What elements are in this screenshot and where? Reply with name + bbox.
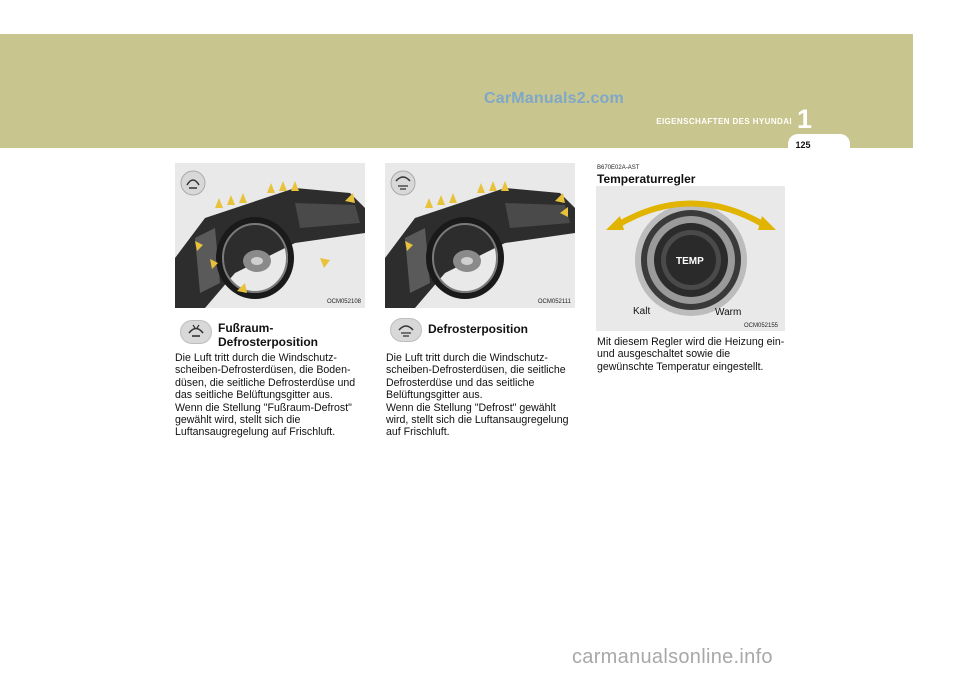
dashboard-figure-defrost [385, 163, 575, 308]
text-line: Belüftungsgitter aus. [386, 389, 483, 402]
defrost-icon [390, 318, 422, 342]
page-number: 125 [795, 140, 811, 150]
text-line: und ausgeschaltet sowie die [597, 348, 731, 361]
dashboard-illustration [385, 163, 575, 308]
text-line: düsen, die seitliche Defrosterdüse und [175, 376, 356, 389]
floor-defrost-icon [180, 320, 212, 344]
cold-label: Kalt [633, 306, 651, 317]
text-line: das seitliche Belüftungsgitter aus. [175, 389, 333, 402]
text-line: scheiben-Defrosterdüsen, die seitliche [386, 364, 566, 377]
temperature-heading: Temperaturregler [597, 172, 696, 186]
text-line: Defrosterdüse und das seitliche [386, 376, 535, 389]
footer-watermark[interactable]: carmanualsonline.info [572, 646, 773, 668]
floor-defrost-heading [218, 321, 318, 349]
dashboard-illustration [175, 163, 365, 308]
text-line: Luftansaugregelung auf Frischluft. [175, 426, 336, 439]
text-line: Die Luft tritt durch die Windschutz- [175, 352, 337, 364]
floor-defrost-body [175, 352, 365, 439]
dashboard-figure-floor-defrost [175, 163, 365, 308]
figure-code: OCM052108 [326, 299, 361, 305]
defrost-heading: Defrosterposition [428, 322, 529, 336]
text-line: gewählt wird, stellt sich die [175, 414, 301, 427]
temperature-body [597, 336, 785, 373]
heading-line: Defrosterposition [218, 335, 319, 349]
heading-line: Fußraum- [218, 321, 274, 335]
text-line: wird, stellt sich die Luftansaugregelung [386, 414, 569, 427]
site-watermark[interactable]: CarManuals2.com [484, 90, 624, 107]
chapter-number: 1 [797, 104, 813, 134]
text-line: Mit diesem Regler wird die Heizung ein- [597, 336, 785, 348]
section-code: B670E02A-AST [597, 165, 640, 171]
header-band [0, 34, 913, 148]
warm-label: Warm [715, 307, 742, 318]
defrost-body [386, 352, 575, 439]
text-line: Die Luft tritt durch die Windschutz- [386, 352, 548, 364]
text-line: scheiben-Defrosterdüsen, die Boden- [175, 364, 351, 377]
figure-code: OCM052155 [744, 323, 779, 329]
text-line: gewünschte Temperatur eingestellt. [597, 360, 764, 373]
figure-code: OCM052111 [537, 299, 571, 305]
text-line: auf Frischluft. [386, 426, 450, 439]
text-line: Wenn die Stellung "Defrost" gewählt [386, 401, 556, 414]
text-line: Wenn die Stellung "Fußraum-Defrost" [175, 401, 352, 414]
section-title: EIGENSCHAFTEN DES HYUNDAI [656, 117, 792, 126]
temp-dial-label[interactable]: TEMP [676, 256, 704, 267]
